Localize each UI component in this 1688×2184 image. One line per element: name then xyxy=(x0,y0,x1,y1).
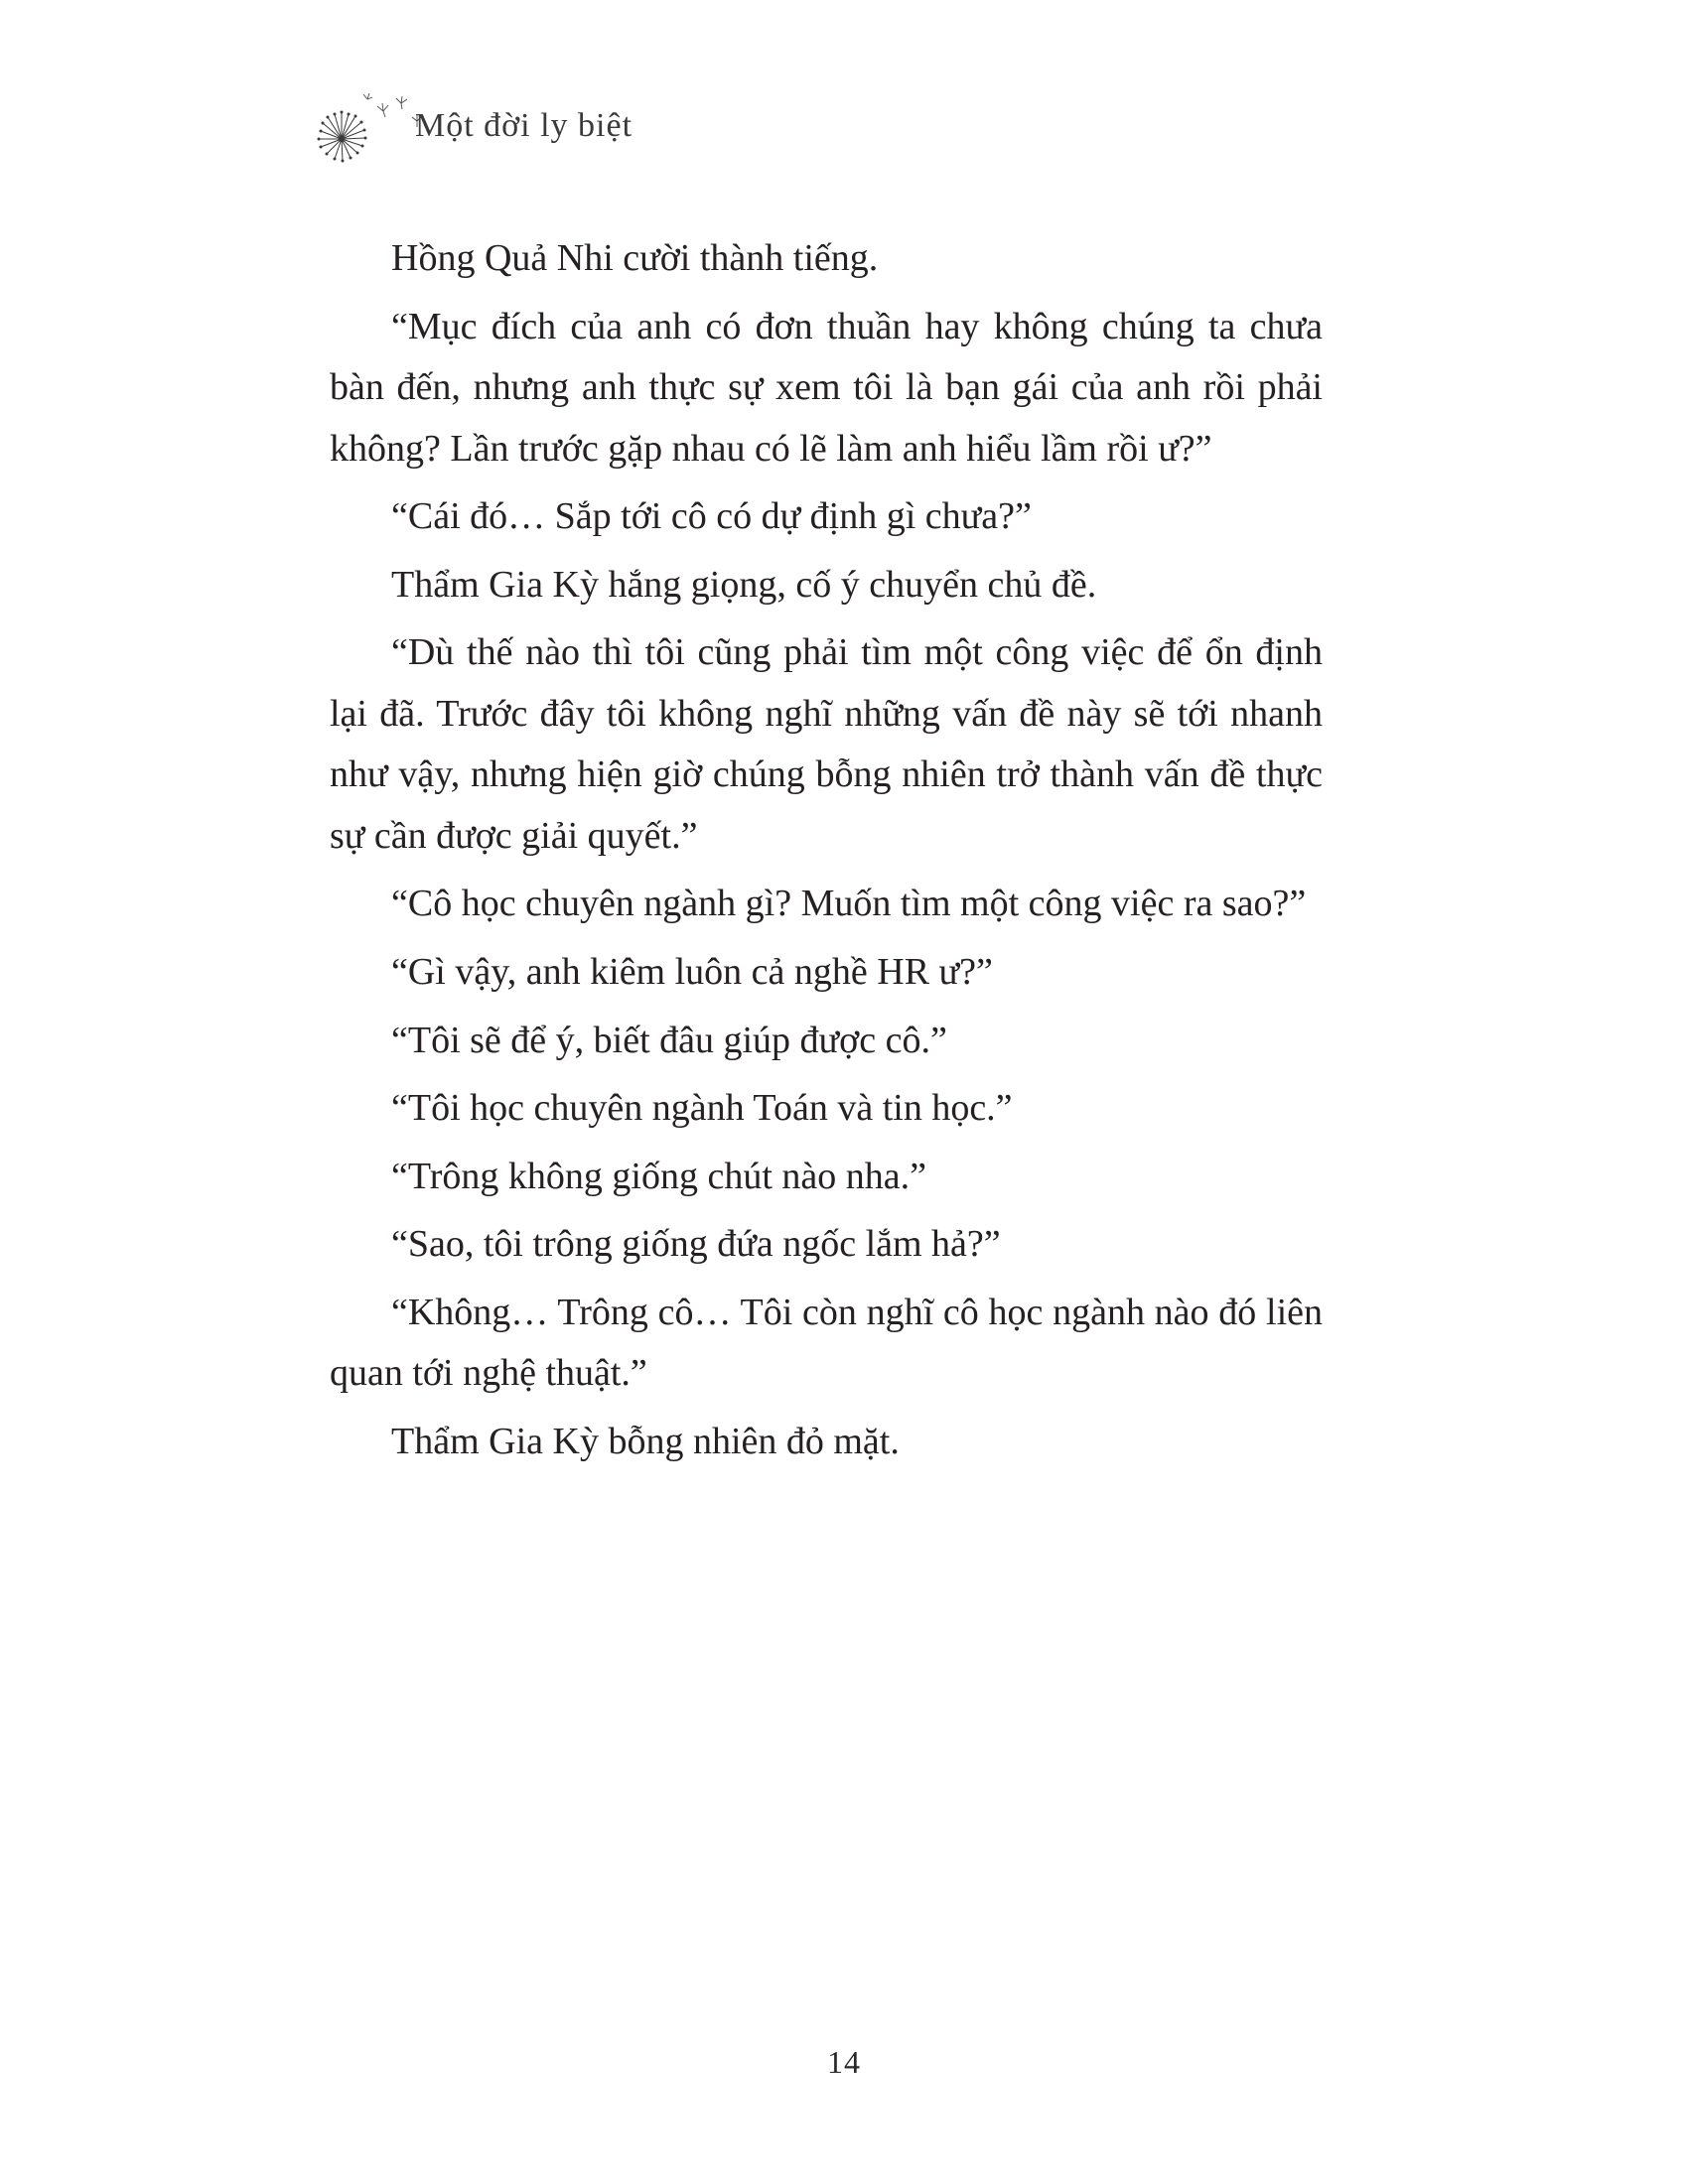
running-header xyxy=(298,77,1192,187)
page-number: 14 xyxy=(827,2044,861,2080)
paragraph: “Tôi học chuyên ngành Toán và tin học.” xyxy=(391,1087,1013,1130)
paragraph: Hồng Quả Nhi cười thành tiếng. xyxy=(391,237,879,279)
paragraph: Thẩm Gia Kỳ hắng giọng, cố ý chuyển chủ đề. xyxy=(391,563,1097,606)
running-head-title: Một đời ly biệt xyxy=(415,107,633,144)
paragraph: “Tôi sẽ để ý, biết đâu giúp được cô.” xyxy=(391,1019,947,1061)
paragraph: “Trông không giống chút nào nha.” xyxy=(391,1155,926,1197)
paragraph: “Không… Trông cô… Tôi còn nghĩ cô học ngành nào đó liên quan tới nghệ thuật.” xyxy=(330,1291,1323,1395)
paragraph: “Gì vậy, anh kiêm luôn cả nghề HR ư?” xyxy=(391,951,993,994)
page-body xyxy=(330,228,1323,1479)
paragraph: “Cái đó… Sắp tới cô có dự định gì chưa?” xyxy=(391,495,1032,538)
paragraph: “Mục đích của anh có đơn thuần hay không chúng ta chưa bàn đến, nhưng anh thực sự xem tôi là bạn gái của anh rồi phải không? Lần trước gặp nhau có lẽ làm anh hiểu lầm rồi ư?” xyxy=(330,305,1323,470)
paragraph: “Dù thế nào thì tôi cũng phải tìm một công việc để ổn định lại đã. Trước đây tôi không nghĩ những vấn đề này sẽ tới nhanh như vậy, nhưng hiện giờ chúng bỗng nhiên trở thành vấn đề thực sự cần được giải quyết.” xyxy=(330,631,1323,857)
paragraph: “Cô học chuyên ngành gì? Muốn tìm một công việc ra sao?” xyxy=(391,883,1307,925)
paragraph: “Sao, tôi trông giống đứa ngốc lắm hả?” xyxy=(391,1223,1001,1266)
paragraph: Thẩm Gia Kỳ bỗng nhiên đỏ mặt. xyxy=(391,1420,900,1462)
